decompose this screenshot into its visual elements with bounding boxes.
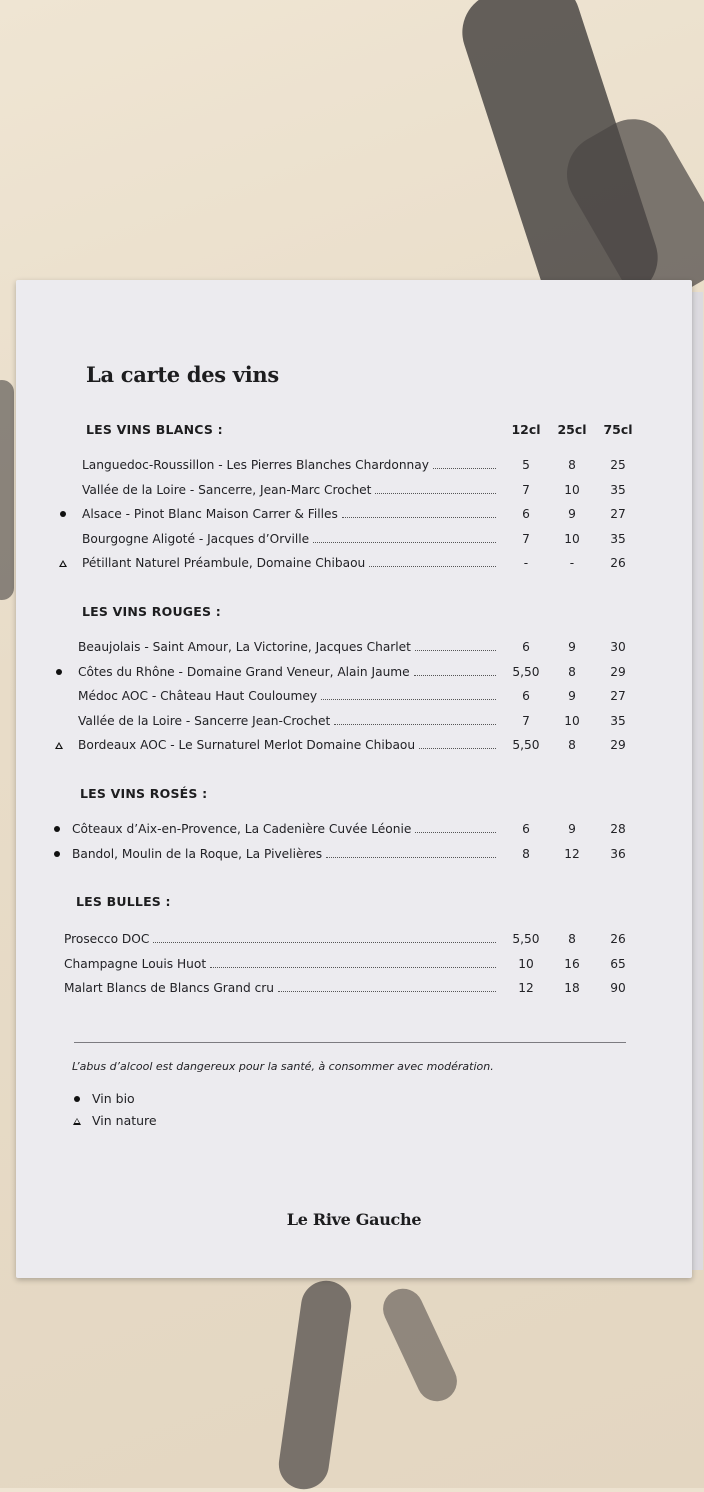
natural-triangle-icon — [70, 1112, 84, 1130]
wine-name: Médoc AOC - Château Haut Couloumey — [78, 689, 318, 704]
wine-name: Bordeaux AOC - Le Surnaturel Merlot Domaine Chibaou — [78, 738, 416, 753]
price-12cl: 6 — [522, 689, 530, 704]
wine-name: Vallée de la Loire - Sancerre, Jean-Marc Crochet — [82, 482, 372, 497]
price-75cl: 26 — [610, 556, 626, 571]
marble-vein — [377, 1282, 464, 1408]
price-25cl: 12 — [564, 846, 580, 861]
price-75cl: 90 — [610, 981, 626, 996]
price-12cl: 5,50 — [512, 664, 540, 679]
marble-vein — [276, 1278, 355, 1492]
marker-empty — [46, 955, 60, 973]
wine-name-wrap — [78, 712, 498, 730]
price-75cl: 35 — [610, 531, 626, 546]
wine-row — [52, 663, 652, 681]
price-25cl: 9 — [568, 507, 576, 522]
wine-name: Vallée de la Loire - Sancerre Jean-Crochet — [78, 713, 331, 728]
wine-row — [56, 505, 656, 523]
menu-page — [16, 280, 692, 1278]
marker-empty — [56, 456, 70, 474]
marker-empty — [52, 712, 66, 730]
column-header-12cl: 12cl — [511, 422, 541, 437]
wine-name: Malart Blancs de Blancs Grand cru — [64, 981, 275, 996]
price-12cl: 6 — [522, 822, 530, 836]
organic-dot-icon — [50, 845, 64, 863]
price-75cl: 27 — [610, 507, 626, 522]
organic-dot-icon — [70, 1090, 84, 1108]
price-25cl: 16 — [564, 956, 580, 971]
disclaimer: L’abus d’alcool est dangereux pour la santé, à consommer avec modération. — [72, 1060, 494, 1073]
dot-leader — [375, 493, 496, 494]
dot-leader — [342, 517, 496, 518]
price-25cl: 9 — [568, 822, 576, 836]
price-25cl: 8 — [568, 664, 576, 679]
wine-name: Beaujolais - Saint Amour, La Victorine, Jacques Charlet — [78, 640, 411, 654]
page-title: La carte des vins — [86, 362, 279, 387]
legend-label: Vin bio — [92, 1091, 135, 1106]
wine-row — [52, 736, 652, 754]
natural-triangle-icon — [56, 554, 70, 572]
wine-name-wrap — [64, 979, 498, 997]
price-75cl: 30 — [610, 640, 626, 654]
section-title: LES VINS ROSÉS : — [80, 786, 208, 801]
section-title: LES VINS BLANCS : — [86, 422, 223, 437]
price-12cl: - — [523, 556, 529, 571]
wine-name: Alsace - Pinot Blanc Maison Carrer & Filles — [82, 507, 338, 522]
marker-empty — [52, 638, 66, 656]
price-75cl: 27 — [610, 689, 626, 704]
dot-leader — [415, 650, 496, 651]
price-25cl: 9 — [568, 689, 576, 704]
wine-name: Languedoc-Roussillon - Les Pierres Blanches Chardonnay — [82, 458, 429, 472]
price-12cl: 5,50 — [512, 932, 540, 946]
wine-row — [46, 979, 646, 997]
price-25cl: 10 — [564, 713, 580, 728]
wine-row — [46, 930, 646, 948]
wine-row — [56, 481, 656, 499]
price-25cl: 8 — [568, 738, 576, 753]
dot-leader — [210, 967, 496, 968]
wine-row — [52, 638, 652, 656]
wine-name-wrap — [78, 687, 498, 705]
column-header-25cl: 25cl — [557, 422, 587, 437]
dot-icon — [74, 1096, 80, 1102]
price-75cl: 36 — [610, 846, 626, 861]
price-75cl: 29 — [610, 738, 626, 753]
wine-name-wrap — [64, 955, 498, 973]
wine-name: Champagne Louis Huot — [64, 956, 207, 971]
wine-row — [50, 820, 650, 838]
wine-name: Côteaux d’Aix-en-Provence, La Cadenière Cuvée Léonie — [72, 822, 412, 836]
price-12cl: 6 — [522, 640, 530, 654]
organic-dot-icon — [52, 663, 66, 681]
wine-name-wrap — [64, 930, 498, 948]
wine-name: Bandol, Moulin de la Roque, La Pivelières — [72, 846, 323, 861]
price-12cl: 7 — [522, 713, 530, 728]
wine-name: Côtes du Rhône - Domaine Grand Veneur, Alain Jaume — [78, 664, 410, 679]
dot-leader — [433, 468, 496, 469]
divider — [74, 1042, 626, 1043]
price-75cl: 35 — [610, 713, 626, 728]
dot-leader — [369, 566, 496, 567]
legend-label: Vin nature — [92, 1113, 157, 1128]
wine-name: Bourgogne Aligoté - Jacques d’Orville — [82, 531, 310, 546]
triangle-icon — [55, 742, 63, 749]
price-75cl: 65 — [610, 956, 626, 971]
price-75cl: 26 — [610, 932, 626, 946]
price-12cl: 7 — [522, 531, 530, 546]
price-12cl: 5,50 — [512, 738, 540, 753]
wine-row — [46, 955, 646, 973]
price-25cl: 10 — [564, 482, 580, 497]
price-25cl: 8 — [568, 932, 576, 946]
brand-name: Le Rive Gauche — [286, 1210, 422, 1229]
dot-leader — [415, 832, 496, 833]
organic-dot-icon — [56, 505, 70, 523]
marker-empty — [46, 930, 60, 948]
section-title: LES BULLES : — [76, 894, 171, 909]
wine-name-wrap — [78, 663, 498, 681]
triangle-icon — [59, 560, 67, 567]
wine-name-wrap — [82, 554, 498, 572]
price-12cl: 5 — [522, 458, 530, 472]
dot-leader — [321, 699, 496, 700]
wine-row — [56, 530, 656, 548]
wine-name-wrap — [78, 638, 498, 656]
dot-icon — [56, 669, 62, 675]
marker-empty — [56, 481, 70, 499]
dot-icon — [60, 511, 66, 517]
price-12cl: 6 — [522, 507, 530, 522]
column-header-75cl: 75cl — [603, 422, 633, 437]
price-75cl: 28 — [610, 822, 626, 836]
wine-row — [56, 456, 656, 474]
price-75cl: 25 — [610, 458, 626, 472]
triangle-icon — [73, 1118, 81, 1125]
price-25cl: 9 — [568, 640, 576, 654]
marker-empty — [56, 530, 70, 548]
price-12cl: 12 — [518, 981, 534, 996]
price-25cl: 10 — [564, 531, 580, 546]
dot-leader — [278, 991, 496, 992]
price-25cl: - — [569, 556, 575, 571]
marker-empty — [52, 687, 66, 705]
price-75cl: 35 — [610, 482, 626, 497]
wine-row — [52, 687, 652, 705]
natural-triangle-icon — [52, 736, 66, 754]
price-25cl: 18 — [564, 981, 580, 996]
wine-name-wrap — [82, 481, 498, 499]
wine-name-wrap — [72, 845, 498, 863]
wine-row — [50, 845, 650, 863]
section-title: LES VINS ROUGES : — [82, 604, 221, 619]
dot-leader — [419, 748, 496, 749]
dot-leader — [153, 942, 496, 943]
wine-name-wrap — [82, 456, 498, 474]
dot-leader — [414, 675, 496, 676]
price-25cl: 8 — [568, 458, 576, 472]
wine-name-wrap — [82, 530, 498, 548]
marker-empty — [46, 979, 60, 997]
dot-leader — [326, 857, 496, 858]
price-75cl: 29 — [610, 664, 626, 679]
wine-name-wrap — [72, 820, 498, 838]
dot-leader — [334, 724, 496, 725]
wine-name-wrap — [82, 505, 498, 523]
wine-row — [56, 554, 656, 572]
dot-leader — [313, 542, 496, 543]
price-12cl: 7 — [522, 482, 530, 497]
dot-icon — [54, 826, 60, 832]
wine-name-wrap — [78, 736, 498, 754]
wine-name: Pétillant Naturel Préambule, Domaine Chibaou — [82, 556, 366, 571]
marble-vein — [0, 380, 14, 600]
wine-row — [52, 712, 652, 730]
organic-dot-icon — [50, 820, 64, 838]
wine-name: Prosecco DOC — [64, 932, 150, 946]
dot-icon — [54, 851, 60, 857]
price-12cl: 10 — [518, 956, 534, 971]
price-12cl: 8 — [522, 846, 530, 861]
